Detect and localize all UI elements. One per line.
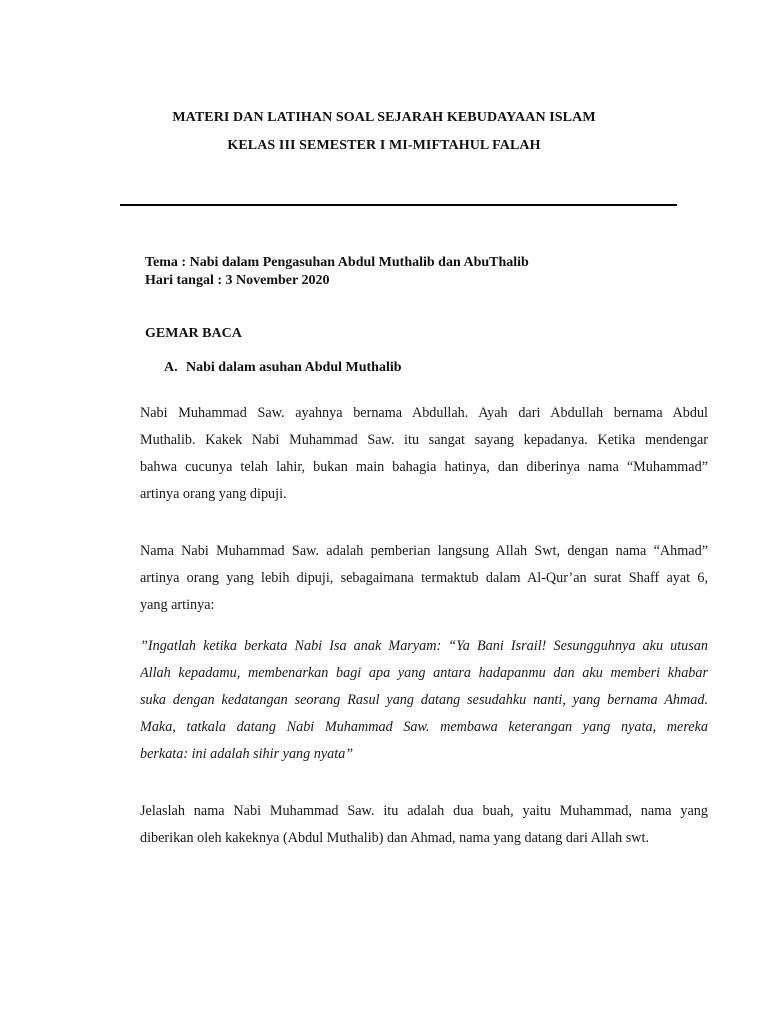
quote-block (140, 633, 708, 768)
paragraph-2 (140, 538, 708, 619)
document-title: MATERI DAN LATIHAN SOAL SEJARAH KEBUDAYAAN ISLAM (172, 110, 596, 125)
tema-line: Tema : Nabi dalam Pengasuhan Abdul Muthalib dan AbuThalib (145, 255, 529, 270)
subsection-marker: A. (164, 360, 178, 375)
quote-line: suka dengan kedatangan seorang Rasul yang datang sesudahku nanti, yang bernama Ahmad. (140, 692, 708, 708)
quote-line: ”Ingatlah ketika berkata Nabi Isa anak Maryam: “Ya Bani Israil! Sesungguhnya aku utusan (140, 638, 708, 654)
section-heading: GEMAR BACA (145, 326, 242, 341)
subsection-heading (164, 360, 402, 376)
paragraph-line: diberikan oleh kakeknya (Abdul Muthalib) dan Ahmad, nama yang datang dari Allah swt. (140, 830, 650, 846)
paragraph-line: Muthalib. Kakek Nabi Muhammad Saw. itu sangat sayang kepadanya. Ketika mendengar (140, 432, 708, 448)
quote-line: Allah kepadamu, membenarkan bagi apa yang antara hadapanmu dan aku memberi khabar (140, 665, 708, 681)
subsection-title: Nabi dalam asuhan Abdul Muthalib (186, 360, 402, 375)
paragraph-line: Jelaslah nama Nabi Muhammad Saw. itu adalah dua buah, yaitu Muhammad, nama yang (140, 803, 708, 819)
quote-line: Maka, tatkala datang Nabi Muhammad Saw. membawa keterangan yang nyata, mereka (140, 719, 708, 735)
horizontal-rule (120, 204, 677, 206)
date-line: Hari tangal : 3 November 2020 (145, 273, 330, 288)
paragraph-line: Nama Nabi Muhammad Saw. adalah pemberian langsung Allah Swt, dengan nama “Ahmad” (140, 543, 708, 559)
quote-line: berkata: ini adalah sihir yang nyata” (140, 746, 354, 762)
paragraph-line: bahwa cucunya telah lahir, bukan main bahagia hatinya, dan diberinya nama “Muhammad” (140, 459, 708, 475)
paragraph-1 (140, 400, 708, 508)
paragraph-line: Nabi Muhammad Saw. ayahnya bernama Abdullah. Ayah dari Abdullah bernama Abdul (140, 405, 708, 421)
document-subtitle: KELAS III SEMESTER I MI-MIFTAHUL FALAH (227, 138, 541, 153)
paragraph-line: artinya orang yang lebih dipuji, sebagaimana termaktub dalam Al-Qur’an surat Shaff ayat 6, (140, 570, 708, 586)
paragraph-3 (140, 798, 708, 852)
paragraph-line: yang artinya: (140, 597, 215, 613)
paragraph-line: artinya orang yang dipuji. (140, 486, 287, 502)
